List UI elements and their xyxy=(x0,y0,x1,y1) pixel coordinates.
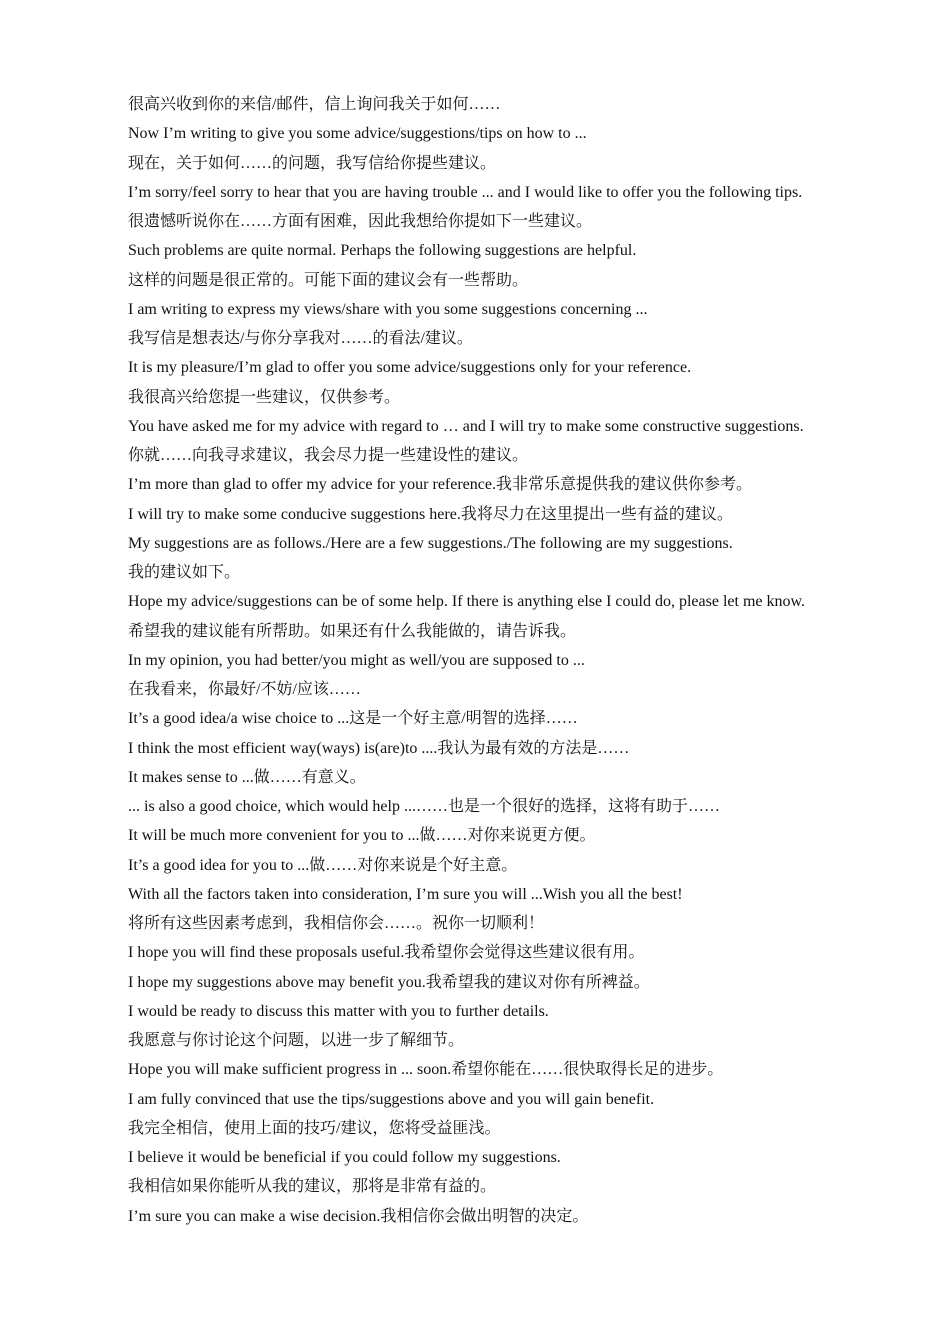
text-line: 我很高兴给您提一些建议，仅供参考。 xyxy=(128,388,401,406)
text-line: In my opinion, you had better/you might as well/you are supposed to ... xyxy=(128,651,585,669)
text-line: I hope my suggestions above may benefit you.我希望我的建议对你有所裨益。 xyxy=(128,973,650,991)
text-line: I would be ready to discuss this matter with you to further details. xyxy=(128,1002,549,1020)
text-line: ... is also a good choice, which would help ...……也是一个很好的选择，这将有助于…… xyxy=(128,798,720,815)
text-line: 希望我的建议能有所帮助。如果还有什么我能做的，请告诉我。 xyxy=(128,622,577,640)
text-line: My suggestions are as follows./Here are a few suggestions./The following are my suggestions. xyxy=(128,534,733,552)
text-line: I am fully convinced that use the tips/suggestions above and you will gain benefit. xyxy=(128,1090,655,1108)
text-line: 将所有这些因素考虑到，我相信你会……。祝你一切顺利！ xyxy=(128,915,545,932)
text-line: I’m more than glad to offer my advice for your reference.我非常乐意提供我的建议供你参考。 xyxy=(128,476,752,494)
text-line: Such problems are quite normal. Perhaps the following suggestions are helpful. xyxy=(128,242,637,260)
text-line: 我愿意与你讨论这个问题，以进一步了解细节。 xyxy=(128,1032,465,1049)
text-line: I believe it would be beneficial if you could follow my suggestions. xyxy=(128,1149,561,1166)
text-line: 我完全相信，使用上面的技巧/建议，您将受益匪浅。 xyxy=(128,1119,501,1137)
text-line: I think the most efficient way(ways) is(are)to ....我认为最有效的方法是…… xyxy=(128,739,630,757)
text-line: I will try to make some conducive suggestions here.我将尽力在这里提出一些有益的建议。 xyxy=(128,505,733,523)
text-line: 我写信是想表达/与你分享我对……的看法/建议。 xyxy=(128,330,473,347)
text-line: 我的建议如下。 xyxy=(128,564,241,581)
text-line: Hope my advice/suggestions can be of some help. If there is anything else I could do, please let me know. xyxy=(128,593,805,611)
text-line: 很高兴收到你的来信/邮件，信上询问我关于如何…… xyxy=(128,96,501,113)
text-line: I’m sorry/feel sorry to hear that you are having trouble ... and I would like to offer you the following tips. xyxy=(128,183,803,201)
text-line: I’m sure you can make a wise decision.我相信你会做出明智的决定。 xyxy=(128,1207,589,1225)
text-line: It’s a good idea for you to ...做……对你来说是个好主意。 xyxy=(128,856,518,874)
text-line: I hope you will find these proposals useful.我希望你会觉得这些建议很有用。 xyxy=(128,944,645,962)
text-line: Hope you will make sufficient progress in ... soon.希望你能在……很快取得长足的进步。 xyxy=(128,1061,724,1079)
text-line: 这样的问题是很正常的。可能下面的建议会有一些帮助。 xyxy=(128,271,529,289)
text-line: It’s a good idea/a wise choice to ...这是一个好主意/明智的选择…… xyxy=(128,710,578,728)
text-line: I am writing to express my views/share with you some suggestions concerning ... xyxy=(128,300,648,318)
text-line: You have asked me for my advice with regard to … and I will try to make some constructive suggestions. xyxy=(128,417,804,435)
text-line: It is my pleasure/I’m glad to offer you some advice/suggestions only for your reference. xyxy=(128,359,692,377)
text-line: It makes sense to ...做……有意义。 xyxy=(128,768,366,786)
text-line: 我相信如果你能听从我的建议，那将是非常有益的。 xyxy=(128,1178,497,1196)
text-line: Now I’m writing to give you some advice/suggestions/tips on how to ... xyxy=(128,125,587,143)
text-line: 现在，关于如何……的问题，我写信给你提些建议。 xyxy=(128,154,497,172)
text-line: 很遗憾听说你在……方面有困难，因此我想给你提如下一些建议。 xyxy=(128,213,593,230)
text-line: With all the factors taken into consideration, I’m sure you will ...Wish you all the best! xyxy=(128,885,683,903)
text-line: It will be much more convenient for you to ...做……对你来说更方便。 xyxy=(128,827,596,845)
text-line: 你就……向我寻求建议，我会尽力提一些建设性的建议。 xyxy=(128,447,529,464)
text-line: 在我看来，你最好/不妨/应该…… xyxy=(128,681,361,698)
document-body xyxy=(128,90,928,1231)
